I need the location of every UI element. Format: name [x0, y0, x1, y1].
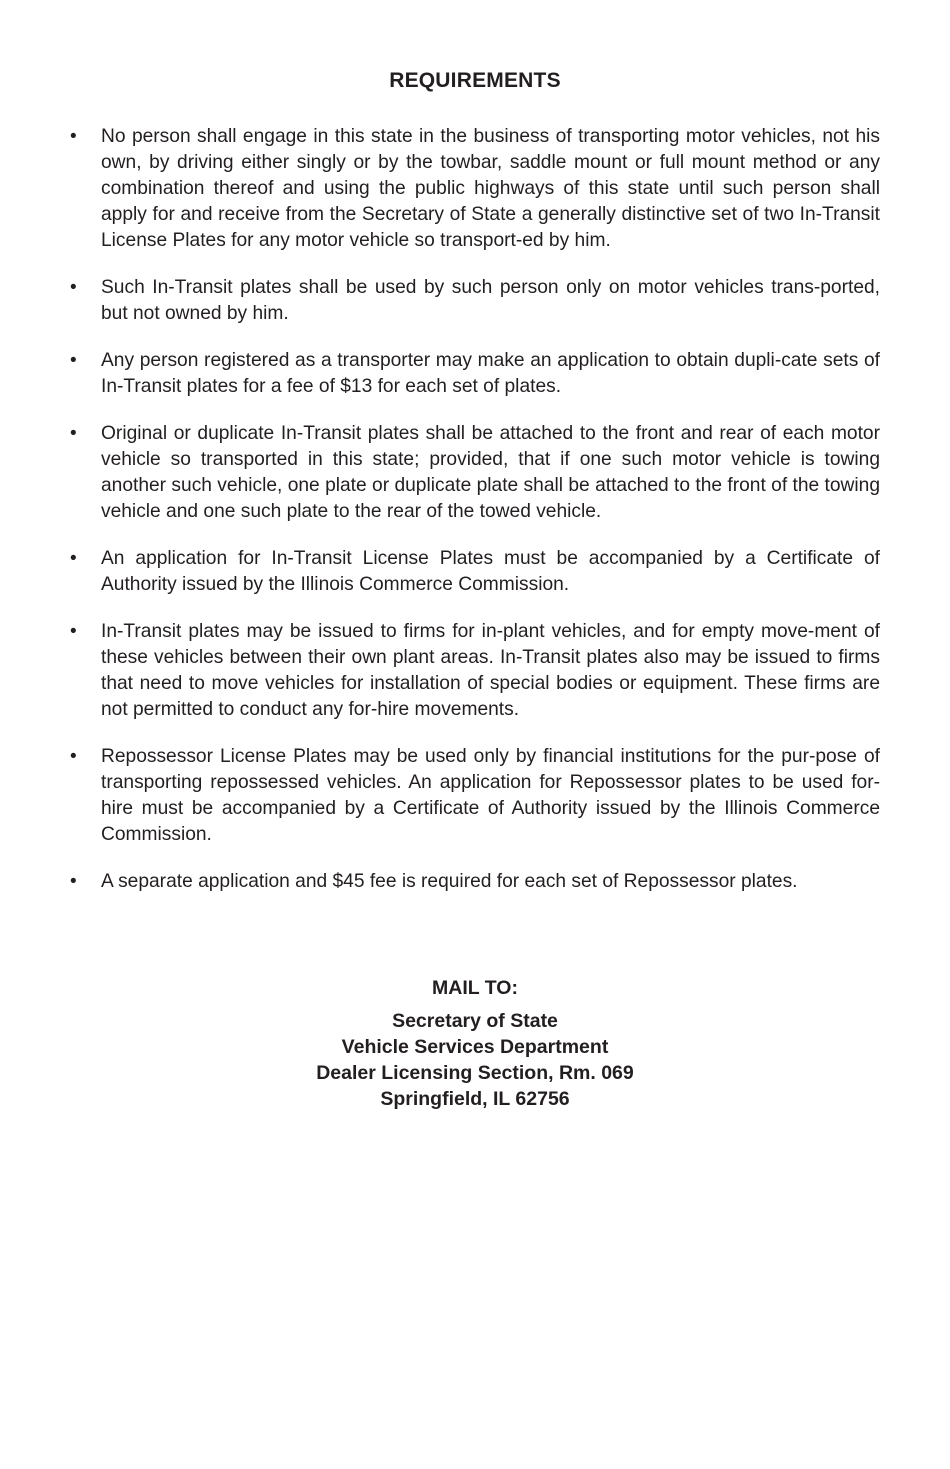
requirement-text: Any person registered as a transporter may make an application to obtain dupli-cate sets of In-Transit plates for a fee of $13 for each set of plates. [101, 350, 880, 397]
requirement-item [70, 546, 880, 598]
bullet-icon: • [70, 548, 77, 569]
requirement-item [70, 275, 880, 327]
mail-to-heading: MAIL TO: [432, 977, 518, 999]
page-title: REQUIREMENTS [389, 69, 561, 92]
requirements-list [70, 124, 880, 916]
mailing-address [0, 1008, 950, 1112]
requirement-item [70, 124, 880, 254]
requirement-item [70, 348, 880, 400]
requirement-item [70, 421, 880, 525]
address-line: Dealer Licensing Section, Rm. 069 [316, 1062, 634, 1084]
bullet-icon: • [70, 871, 77, 892]
requirement-text: Repossessor License Plates may be used only by financial institutions for the pur-pose of transporting repossessed vehicles. An application for Repossessor plates to be used for-hire must be accompanied by a Certificate of Authority issued by the Illinois Commerce Commission. [101, 746, 880, 845]
requirement-item [70, 869, 880, 895]
requirement-item [70, 619, 880, 723]
bullet-icon: • [70, 277, 77, 298]
requirement-text: An application for In-Transit License Plates must be accompanied by a Certificate of Authority issued by the Illinois Commerce Commission. [101, 548, 880, 595]
bullet-icon: • [70, 423, 77, 444]
bullet-icon: • [70, 746, 77, 767]
requirement-text: A separate application and $45 fee is required for each set of Repossessor plates. [101, 871, 798, 892]
address-line: Secretary of State [392, 1010, 558, 1032]
bullet-icon: • [70, 350, 77, 371]
address-line: Vehicle Services Department [341, 1036, 609, 1058]
requirement-text: No person shall engage in this state in the business of transporting motor vehicles, not his own, by driving either singly or by the towbar, saddle mount or full mount method or any combination thereof and using the public highways of this state until such person shall apply for and receive from the Secretary of State a generally distinctive set of two In-Transit License Plates for any motor vehicle so transport-ed by him. [101, 126, 880, 251]
requirement-text: Original or duplicate In-Transit plates shall be attached to the front and rear of each motor vehicle so transported in this state; provided, that if one such motor vehicle is towing another such vehicle, one plate or duplicate plate shall be attached to the front of the towing vehicle and one such plate to the rear of the towed vehicle. [101, 423, 880, 522]
bullet-icon: • [70, 126, 77, 147]
address-line: Springfield, IL 62756 [380, 1088, 570, 1110]
requirement-item [70, 744, 880, 848]
requirement-text: Such In-Transit plates shall be used by such person only on motor vehicles trans-ported, but not owned by him. [101, 277, 880, 324]
requirement-text: In-Transit plates may be issued to firms for in-plant vehicles, and for empty move-ment of these vehicles between their own plant areas. In-Transit plates also may be issued to firms that need to move vehicles for installation of special bodies or equipment. These firms are not permitted to conduct any for-hire movements. [101, 621, 880, 720]
bullet-icon: • [70, 621, 77, 642]
